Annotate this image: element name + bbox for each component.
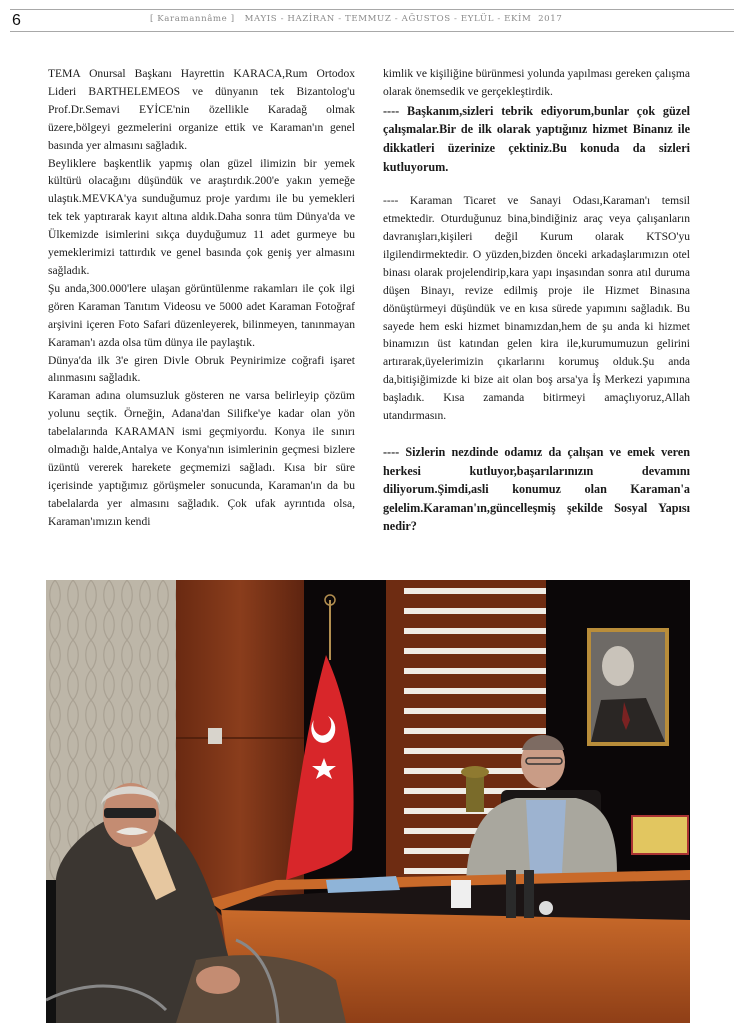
thermostat [208,728,222,744]
plaque [632,816,688,854]
article-right-column [383,66,690,536]
paragraph: Karaman adına olumsuzluk gösteren ne varsa belirleyip çözüm yolunu seçtik. Örneğin, Adana'dan Silifke'ye kadar olan yön tabelalarında KARAMAN ismi geçmiyordu. Konya ile sınırı olmadığı halde,Antalya ve Konya'nın isimlerinin geçmesi bizlere üzüntü vererek harekete geçmemizi sağladı. Kısa bir süre içerisinde yaptığımız görüşmeler sonucunda, Karaman'ın da bu tabelalarda yer almasını sağladık. Çok ufak ayrıntıda olsa, Karaman'ımızın kendi [48,390,355,528]
paragraph: kimlik ve kişiliğine bürünmesi yolunda yapılması gereken çalışma olarak önemsedik ve gerçekleştirdik. [383,68,690,98]
article-left-column [48,66,355,532]
pen-holder [451,880,471,908]
interview-question: ---- Başkanım,sizleri tebrik ediyorum,bunlar çok güzel çalışmalar.Bir de ilk olarak yaptığınız hizmet Binanız ile dikkatleri üzerinize çektiniz.Bu konuda da sizleri kutluyorum. [383,103,690,174]
paragraph: Beyliklere başkentlik yapmış olan güzel ilimizin bir yemek kültürü olacağını düşündük ve araştırdık.200'e yakın yemeğe ulaştık.MEVKA'ya sunduğumuz proje yardımı ile bu yemekleri tek tek yaptırarak kayıt altına aldık.Daha sonra tüm Dünya'da ve Ülkemizde isimlerini sıkça duyduğumuz 11 adet gurmeye bu yemeklerimizi tattırdık ve genel basında çok geniş yer almasını sağladık. [48,157,355,277]
spacer [383,426,690,443]
page-header [10,9,734,32]
interview-answer: ---- Karaman Ticaret ve Sanayi Odası,Karaman'ı temsil etmektedir. Oturduğunuz bina,bindiğiniz araç veya çalışanların davranışları,kişileri değil Kurum olarak KTSO'yu ilgilendirmektedir. O yüzden,bizden önceki arkadaşlarımızın otel binası olarak projelendirip,kara yapı inşasından sonra atıl duruma düşen Binayı, revize edilmiş proje ile Hizmet Binasına dönüştürmeyi düşündük ve en kısa sürede yapımını sağladık. Bu sayede hem eski hizmet binamızdan,hem de şu anda ki hizmet binamızın üst katından gelen kira ile,kurumumuzun gelirini artırarak,üyelerimizin çıkarlarını korumuş olduk.Şu anda da,bitişiğimizde ki bize ait olan boş arsa'ya İş Merkezi yapımına başladık. Kısa zamanda bitirmeyi amaçlıyoruz,Allah utandırmasın. [383,195,690,423]
paragraph: TEMA Onursal Başkanı Hayrettin KARACA,Rum Ortodox Lideri BARTHELEMEOS ve dünyanın tek Bizantolog'u Prof.Dr.Semavi EYİCE'nin özellikle Karadağ olmak üzere,bölgeyi gezmelerini organize ettik ve Karaman'ın genel basında yer almasını sağladık. [48,68,355,152]
thermos-2 [524,870,534,918]
spacer [383,176,690,193]
running-head: [ Karamannâme ] MAYIS - HAZİRAN - TEMMUZ - AĞUSTOS - EYLÜL - EKİM 2017 [150,14,563,24]
photo-illustration [46,580,690,1023]
desk-clock [539,901,553,915]
paragraph: Şu anda,300.000'lere ulaşan görüntülenme rakamları ile çok ilgi gören Karaman Tanıtım Videosu ve 5000 adet Karaman Fotoğraf arşivini içeren Foto Safari düzenleyerek, bilinmeyen, tanınmayan Karaman'ı azda olsa tüm dünya ile paylaştık. [48,282,355,349]
interview-question: ---- Sizlerin nezdinde odamız da çalışan ve emek veren herkesi kutluyor,başarılarınızın devamını diliyorum.Şimdi,asli konumuz olan Karaman'a gelelim.Karaman'ın,güncelleşmiş şekilde Sosyal Yapısı nedir? [383,444,690,534]
office-meeting-photo [46,580,690,1023]
thermos-1 [506,870,516,918]
clasped-hands [196,966,240,994]
paragraph: Dünya'da ilk 3'e giren Divle Obruk Peynirimize coğrafi işaret alınmasını sağladık. [48,354,355,385]
page-number: 6 [12,12,21,29]
